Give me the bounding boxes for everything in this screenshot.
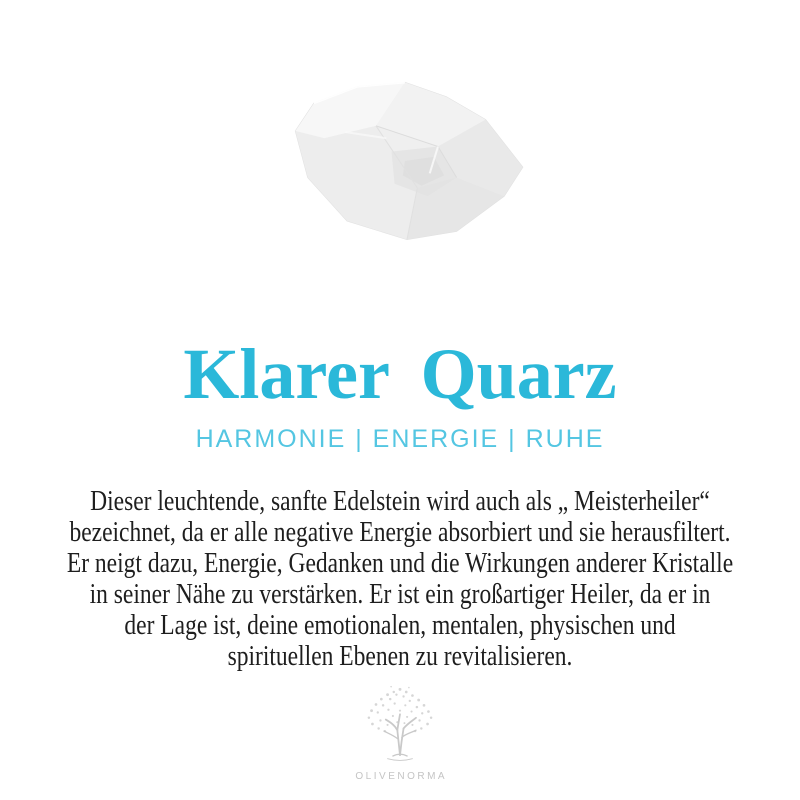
- crystal-image: [283, 74, 531, 250]
- brand-name: OLIVENORMA: [355, 771, 448, 782]
- brand-logo: [0, 684, 800, 782]
- description-paragraph: [0, 486, 800, 672]
- page-title: Klarer Quarz: [183, 334, 617, 414]
- subtitle-keywords: HARMONIE | ENERGIE | RUHE: [195, 425, 605, 453]
- olive-tree-icon: [352, 684, 448, 764]
- description-line: spirituellen Ebenen zu revitalisieren.: [227, 641, 573, 672]
- description-line: Dieser leuchtende, sanfte Edelstein wird auch als „ Meisterheiler“: [90, 486, 710, 517]
- crystal-graphic: [283, 74, 531, 250]
- description-line: in seiner Nähe zu verstärken. Er ist ein großartiger Heiler, da er in: [89, 579, 711, 610]
- description-line: Er neigt dazu, Energie, Gedanken und die Wirkungen anderer Kristalle: [66, 548, 734, 579]
- description-line: der Lage ist, deine emotionalen, mentalen, physischen und: [124, 610, 676, 641]
- description-line: bezeichnet, da er alle negative Energie absorbiert und sie herausfiltert.: [69, 517, 731, 548]
